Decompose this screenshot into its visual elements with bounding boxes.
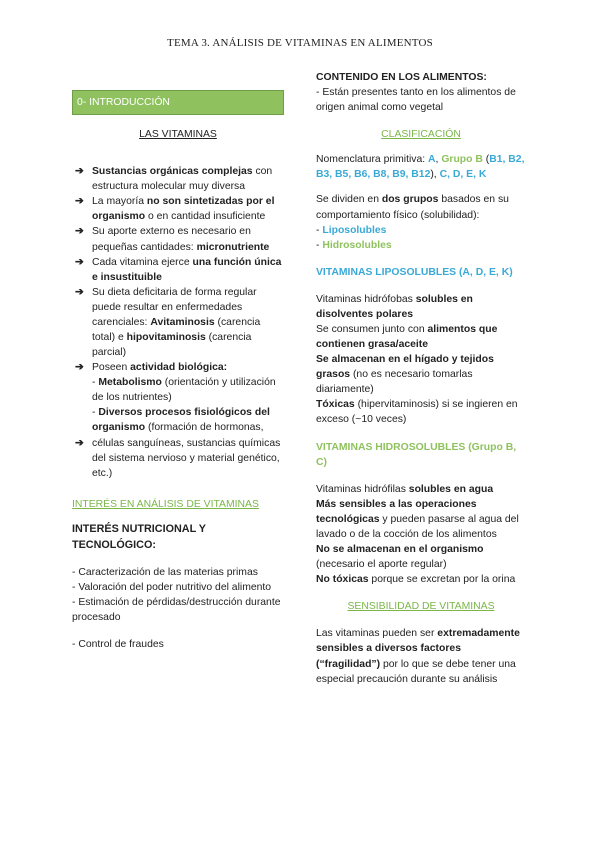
list-item: - Caracterización de las materias primas [72,567,258,579]
arrow-icon: ➔ [75,166,84,178]
sensibilidad-text: Las vitaminas pueden ser extremadamente sensibles a diversos factores (“fragilidad”) por lo que se debe tener una especial precaución durante su análisis [316,628,520,685]
list-item: ➔ La mayoría no son sintetizadas por el organismo o en cantidad insuficiente [75,196,275,223]
list-item: ➔ Cada vitamina ejerce una función única e insustituible [75,256,282,283]
list-item: ➔ Su dieta deficitaria de forma regular puede resultar en enfermedades carenciales: Avitaminosis (carencia total) e hipovitaminosis (carencia parcial) [75,286,261,359]
hidrosolubles-body: Vitaminas hidrófilas solubles en agua Más sensibles a las operaciones tecnológicas y pueden pasarse al agua del lavado o de la cocción de los alimentos No se almacenan en el organismo (necesario el aporte regular) No tóxicas porque se excretan por la orina [316,483,519,586]
vitaminas-heading: LAS VITAMINAS [139,129,217,141]
contenido-text: - Están presentes tanto en los alimentos de origen animal como vegetal [316,87,516,114]
arrow-icon: ➔ [75,286,84,298]
sensibilidad-heading: SENSIBILIDAD DE VITAMINAS [347,601,495,613]
vitaminas-list [72,164,284,481]
hidrosolubles-heading: VITAMINAS HIDROSOLUBLES (Grupo B, C) [316,441,517,468]
clasificacion-heading: CLASIFICACIÓN [381,129,461,141]
right-column [316,70,526,687]
list-item: ➔ Sustancias orgánicas complejas con estructura molecular muy diversa [75,166,273,193]
contenido-title: CONTENIDO EN LOS ALIMENTOS: [316,72,487,83]
left-column [72,70,284,653]
control-fraudes: - Control de fraudes [72,639,164,651]
liposolubles-body: Vitaminas hidrófobas solubles en disolventes polares Se consumen junto con alimentos que contienen grasa/aceite Se almacenan en el hígado y tejidos grasos (no es necesario tomarlas diariamente) Tóxicas (hipervitaminosis) si se ingieren en exceso (~10 veces) [316,293,518,426]
interes-subtitle: INTERÉS NUTRICIONAL Y TECNOLÓGICO: [72,522,206,551]
interes-list [72,565,284,625]
arrow-icon: ➔ [75,196,84,208]
list-item: - Estimación de pérdidas/destrucción durante procesado [72,597,281,624]
interes-heading: INTERÉS EN ANÁLISIS DE VITAMINAS [72,498,259,510]
hidrosolubles-item: - Hidrosolubles [316,239,392,251]
list-item: ➔ Su aporte externo es necesario en pequeñas cantidades: micronutriente [75,226,270,253]
arrow-icon: ➔ [75,362,84,374]
page-title: TEMA 3. ANÁLISIS DE VITAMINAS EN ALIMENTOS [167,37,433,49]
list-item: - Valoración del poder nutritivo del alimento [72,582,272,594]
dividen-text: Se dividen en dos grupos basados en su comportamiento físico (solubilidad): [316,194,509,221]
arrow-icon: ➔ [75,437,84,449]
liposolubles-heading: VITAMINAS LIPOSOLUBLES (A, D, E, K) [316,266,513,278]
intro-section-bar: 0- INTRODUCCIÓN [72,90,284,115]
list-item: ➔ células sanguíneas, sustancias químicas del sistema nervioso y material genético, etc.) [75,437,281,479]
arrow-icon: ➔ [75,256,84,268]
nomenclatura-text: Nomenclatura primitiva: A, Grupo B (B1, B2, B3, B5, B6, B8, B9, B12), C, D, E, K [316,154,525,181]
arrow-icon: ➔ [75,226,84,238]
liposolubles-item: - Liposolubles [316,224,387,236]
list-item: ➔ Poseen actividad biológica: - Metabolismo (orientación y utilización de los nutrientes) - Diversos procesos fisiológicos del organismo (formación de hormonas, [75,362,276,434]
